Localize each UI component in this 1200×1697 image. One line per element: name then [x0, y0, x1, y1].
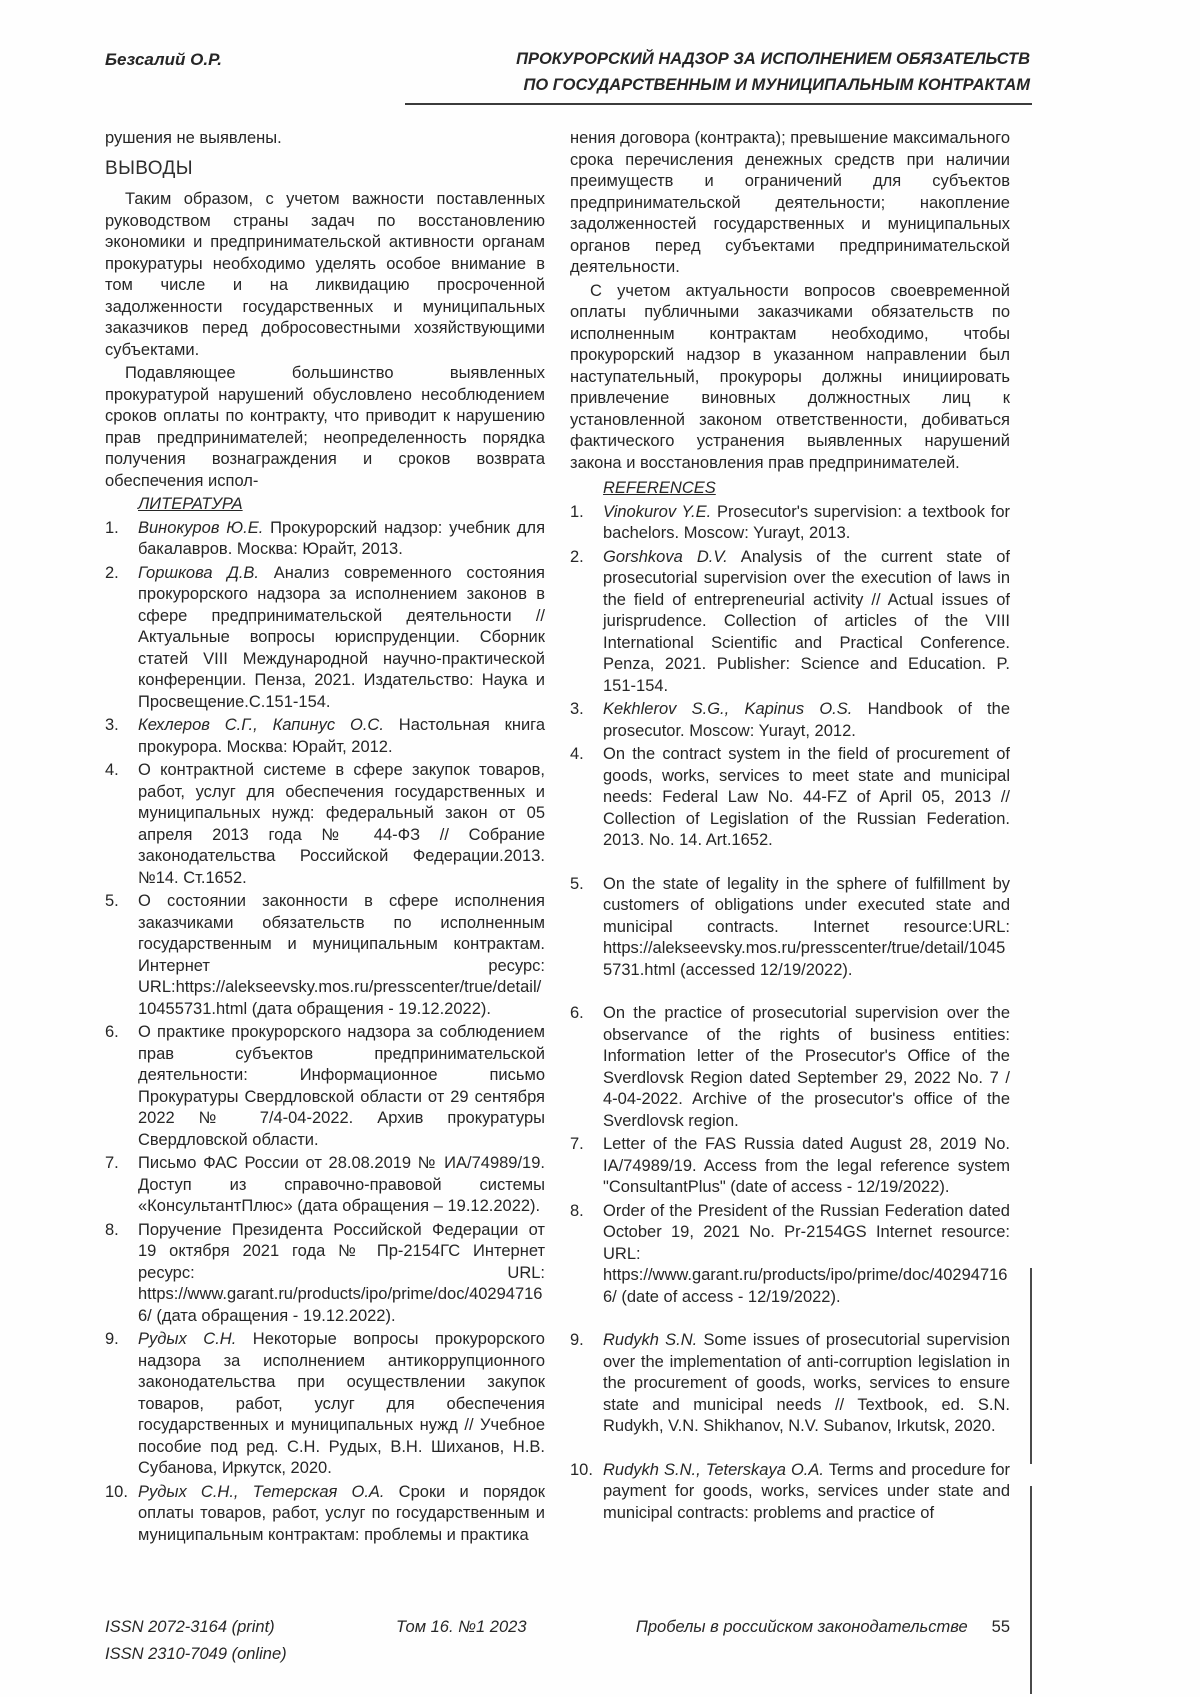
- references-heading: REFERENCES: [603, 479, 716, 497]
- right-column: [570, 128, 1010, 1548]
- body-paragraph-2: С учетом актуальности вопросов своевременной оплаты публичными заказчиками обязательств по исполненным контрактам необходимо, чтобы прокурорский надзор в указанном направлении был наступательный, прокуроры должны инициировать привлечение виновных должностных лиц к установленной законом ответственности, добиваться фактического устранения выявленных нарушений закона и восстановления прав предпринимателей.: [570, 281, 1010, 472]
- reference-item-ru-8: [105, 1220, 545, 1328]
- reference-authors: Рудых С.Н., Тетерская О.А.: [138, 1482, 385, 1501]
- reference-authors: Vinokurov Y.E.: [603, 502, 712, 521]
- reference-item-en-10: [570, 1460, 1010, 1525]
- literature-list: [105, 518, 545, 1547]
- reference-text: О практике прокурорского надзора за соблюдением прав субъектов предпринимательской деятельности: Информационное письмо Прокуратуры Свердловской области от 29 сентября 2022 № 7/4-04-2022. Архив прокуратуры Свердловской области.: [138, 1023, 545, 1149]
- reference-text: Поручение Президента Российской Федерации от 19 октября 2021 года № Пр-2154ГС Интернет ресурс: URL: https://www.garant.ru/products/ipo/prime/doc/402947166/ (дата обращения - 19.12.2022).: [138, 1220, 545, 1325]
- reference-number: 6.: [570, 1004, 584, 1022]
- reference-number: 4.: [105, 761, 119, 779]
- reference-text: О контрактной системе в сфере закупок товаров, работ, услуг для обеспечения государственных и муниципальных нужд: федеральный закон от 05 апреля 2013 года № 44-ФЗ // Собрание законодательства Российской Федерации.2013. №14. Ст.1652.: [138, 761, 545, 887]
- reference-number: 1.: [570, 502, 584, 521]
- reference-item-en-7: [570, 1134, 1010, 1199]
- reference-number: 5.: [105, 892, 119, 910]
- journal-title: Пробелы в российском законодательстве: [635, 1618, 968, 1636]
- conclusions-paragraph-2: Подавляющее большинство выявленных прокуратурой нарушений обусловлено несоблюдением сроков оплаты по контракту, что приводит к нарушению прав предпринимателей; неопределенность порядка получения вознаграждения и сроков возврата обеспечения испол-: [105, 364, 545, 490]
- reference-number: 6.: [105, 1023, 119, 1041]
- right-column-text: [570, 128, 1010, 478]
- reference-item-ru-5: [105, 891, 545, 1020]
- reference-item-en-4: [570, 744, 1010, 852]
- reference-authors: Gorshkova D.V.: [603, 547, 728, 566]
- reference-text: Terms and procedure for payment for goods, works, services under state and municipal contracts: problems and practice of: [603, 1460, 1010, 1522]
- reference-number: 9.: [570, 1331, 584, 1349]
- body-paragraph-1: нения договора (контракта); превышение максимального срока перечисления денежных средств при наличии преимуществ и ограничений для субъектов предпринимательской деятельности; накопление задолженностей государственных и муниципальных органов перед субъектами предпринимательской деятельности.: [570, 129, 1010, 276]
- reference-authors: Винокуров Ю.Е.: [138, 518, 264, 537]
- reference-number: 2.: [105, 563, 119, 582]
- running-head-title-line2: ПО ГОСУДАРСТВЕННЫМ И МУНИЦИПАЛЬНЫМ КОНТРАКТАМ: [523, 76, 1030, 94]
- reference-number: 5.: [570, 874, 584, 893]
- conclusions-heading: ВЫВОДЫ: [105, 157, 193, 179]
- issn-online: ISSN 2310-7049 (online): [105, 1645, 287, 1663]
- reference-item-ru-1: [105, 518, 545, 561]
- reference-text: Некоторые вопросы прокурорского надзора за исполнением антикоррупционного законодательства при осуществлении закупок товаров, работ, услуг для обеспечения государственных и муниципальных нужд // Учебное пособие под ред. С.Н. Рудых, В.Н. Шиханов, Н.В. Субанова, Иркутск, 2020.: [138, 1330, 545, 1477]
- reference-item-ru-3: [105, 715, 545, 758]
- reference-text: О состоянии законности в сфере исполнения заказчиками обязательств по исполненным государственным и муниципальным контрактам. Интернет ресурс: URL:https://alekseevsky.mos.ru/presscenter/true/detail/10455731.html (дата обращения - 19.12.2022).: [138, 892, 545, 1018]
- reference-number: 7.: [570, 1135, 584, 1153]
- reference-number: 10.: [570, 1460, 593, 1479]
- reference-number: 2.: [570, 547, 584, 566]
- reference-text: Analysis of the current state of prosecutorial supervision over the execution of laws in the field of entrepreneurial activity // Actual issues of jurisprudence. Collection of articles of the VIII International Scientific and Practical Conference. Penza, 2021. Publisher: Science and Education. P. 151-154.: [603, 547, 1010, 695]
- reference-text: On the contract system in the field of procurement of goods, works, services to meet state and municipal needs: Federal Law No. 44-FZ of April 05, 2013 // Collection of Legislation of the Russian Federation. 2013. No. 14. Art.1652.: [603, 745, 1010, 849]
- reference-number: 3.: [105, 716, 119, 734]
- running-head-title: [400, 46, 1030, 98]
- reference-text: Order of the President of the Russian Federation dated October 19, 2021 No. Pr-2154GS Internet resource: URL: https://www.garant.ru/products/ipo/prime/doc/402947166/ (date of access - 12/19/2022).: [603, 1201, 1010, 1306]
- reference-text: Some issues of prosecutorial supervision over the implementation of anti-corruption legislation in the procurement of goods, works, services to ensure state and municipal needs // Textbook, ed. S.N. Rudykh, V.N. Shikhanov, N.V. Subanov, Irkutsk, 2020.: [603, 1331, 1010, 1435]
- reference-item-en-8: [570, 1201, 1010, 1309]
- reference-text: Prosecutor's supervision: a textbook for bachelors. Moscow: Yurayt, 2013.: [603, 502, 1010, 542]
- reference-text: Letter of the FAS Russia dated August 28, 2019 No. IA/74989/19. Access from the legal reference system "ConsultantPlus" (date of access - 12/19/2022).: [603, 1135, 1010, 1196]
- reference-number: 10.: [105, 1482, 128, 1501]
- conclusions-paragraph-1: Таким образом, с учетом важности поставленных руководством страны задач по восстановлению экономики и предпринимательской активности органам прокуратуры необходимо уделять особое внимание в том числе и на ликвидацию просроченной задолженности государственных и муниципальных заказчиков перед добросовестными хозяйствующими субъектами.: [105, 190, 545, 359]
- reference-item-ru-6: [105, 1022, 545, 1151]
- references-list: [570, 502, 1010, 1525]
- reference-number: 8.: [105, 1220, 119, 1239]
- reference-item-en-9: [570, 1330, 1010, 1438]
- reference-number: 1.: [105, 518, 119, 537]
- journal-title-block: [636, 1614, 1010, 1641]
- reference-item-en-2: [570, 547, 1010, 698]
- left-column-text: [105, 128, 545, 492]
- issn-print: ISSN 2072-3164 (print): [105, 1618, 275, 1636]
- reference-authors: Rudykh S.N.: [603, 1331, 698, 1349]
- reference-authors: Кехлеров С.Г., Капинус О.С.: [138, 716, 384, 734]
- reference-number: 4.: [570, 745, 584, 763]
- reference-authors: Kekhlerov S.G., Kapinus O.S.: [603, 700, 853, 718]
- two-column-body: [105, 128, 1010, 1548]
- reference-item-en-3: [570, 699, 1010, 742]
- reference-text: On the practice of prosecutorial supervision over the observance of the rights of business entities: Information letter of the Prosecutor's Office of the Sverdlovsk Region dated September 29, 2022 No. 7 / 4-04-2022. Archive of the prosecutor's office of the Sverdlovsk region.: [603, 1004, 1010, 1130]
- running-head-title-line1: ПРОКУРОРСКИЙ НАДЗОР ЗА ИСПОЛНЕНИЕМ ОБЯЗАТЕЛЬСТВ: [516, 50, 1030, 68]
- reference-text: Handbook of the prosecutor. Moscow: Yurayt, 2012.: [603, 700, 1010, 740]
- reference-item-ru-9: [105, 1329, 545, 1480]
- reference-text: Прокурорский надзор: учебник для бакалавров. Москва: Юрайт, 2013.: [138, 518, 545, 558]
- right-margin-rule-upper: [1030, 1268, 1032, 1464]
- reference-item-en-6: [570, 1003, 1010, 1132]
- reference-item-en-1: [570, 502, 1010, 545]
- page-number: 55: [991, 1618, 1010, 1636]
- page-footer: [105, 1614, 1010, 1668]
- right-margin-rule-lower: [1030, 1486, 1032, 1694]
- reference-authors: Рудых С.Н.: [138, 1330, 237, 1348]
- left-column: [105, 128, 545, 1548]
- reference-authors: Rudykh S.N., Teterskaya O.A.: [603, 1460, 824, 1479]
- reference-number: 8.: [570, 1201, 584, 1220]
- reference-number: 9.: [105, 1330, 119, 1348]
- carryover-paragraph: рушения не выявлены.: [105, 129, 282, 147]
- issn-block: [105, 1614, 287, 1668]
- reference-text: Анализ современного состояния прокурорского надзора за исполнением законов в сфере предпринимательской деятельности // Актуальные вопросы юриспруденции. Сборник статей VIII Международной научно-практической конференции. Пенза, 2021. Издательство: Наука и Просвещение.С.151-154.: [138, 563, 545, 711]
- reference-item-ru-2: [105, 563, 545, 714]
- header-rule: [405, 103, 1032, 105]
- reference-item-ru-7: [105, 1153, 545, 1218]
- reference-text: Сроки и порядок оплаты товаров, работ, услуг по государственным и муниципальным контрактам: проблемы и практика: [138, 1482, 545, 1544]
- literature-heading: ЛИТЕРАТУРА: [138, 495, 243, 513]
- reference-text: Письмо ФАС России от 28.08.2019 № ИА/74989/19. Доступ из справочно-правовой системы «КонсультантПлюс» (дата обращения – 19.12.2022).: [138, 1154, 545, 1215]
- reference-item-en-5: [570, 874, 1010, 982]
- reference-number: 7.: [105, 1154, 119, 1172]
- reference-number: 3.: [570, 700, 584, 718]
- reference-text: Настольная книга прокурора. Москва: Юрайт, 2012.: [138, 716, 545, 756]
- reference-authors: Горшкова Д.В.: [138, 563, 260, 582]
- reference-item-ru-4: [105, 760, 545, 889]
- reference-text: On the state of legality in the sphere of fulfillment by customers of obligations under executed state and municipal contracts. Internet resource:URL: https://alekseevsky.mos.ru/presscenter/true/detail/10455731.html (accessed 12/19/2022).: [603, 874, 1010, 979]
- volume-issue: Том 16. №1 2023: [396, 1618, 527, 1636]
- reference-item-ru-10: [105, 1482, 545, 1547]
- running-head-author: Безсалий О.Р.: [105, 50, 223, 69]
